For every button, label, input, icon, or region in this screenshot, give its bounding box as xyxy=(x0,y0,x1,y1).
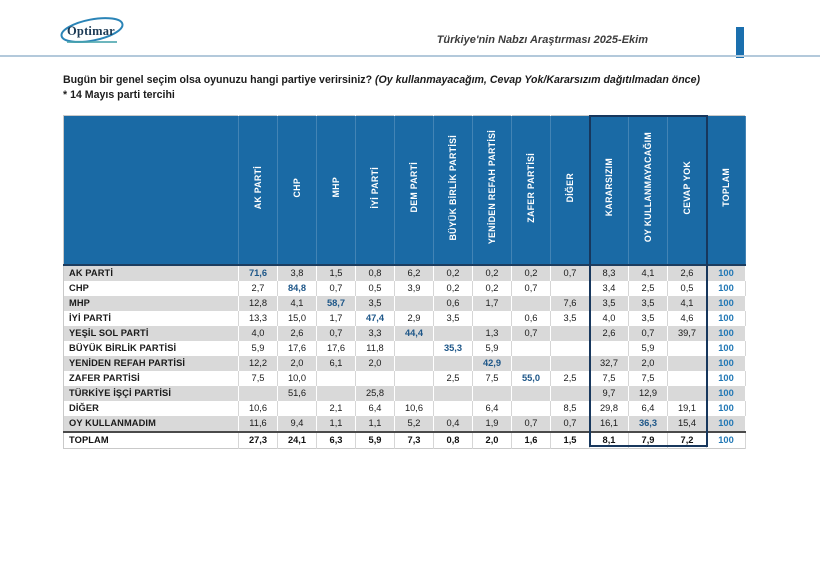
value-cell: 19,1 xyxy=(668,401,707,416)
column-header-label: OY KULLANMAYACAĞIM xyxy=(642,132,653,243)
column-header-label: TOPLAM xyxy=(720,168,731,207)
value-cell: 100 xyxy=(707,311,746,326)
column-header-label: CEVAP YOK xyxy=(681,160,692,215)
question-text: Bugün bir genel seçim olsa oyunuzu hangi partiye verirsiniz? xyxy=(63,74,373,86)
row-label: YEŞİL SOL PARTİ xyxy=(64,326,239,341)
value-cell xyxy=(434,356,473,371)
value-cell xyxy=(395,356,434,371)
value-cell: 6,2 xyxy=(395,265,434,281)
value-cell xyxy=(512,296,551,311)
optimar-logo xyxy=(57,14,129,52)
value-cell: 5,9 xyxy=(239,341,278,356)
value-cell: 100 xyxy=(707,341,746,356)
row-label: OY KULLANMADIM xyxy=(64,416,239,432)
value-cell: 2,6 xyxy=(278,326,317,341)
value-cell: 2,1 xyxy=(317,401,356,416)
value-cell: 2,0 xyxy=(473,432,512,449)
value-cell xyxy=(434,386,473,401)
value-cell: 100 xyxy=(707,265,746,281)
value-cell: 3,3 xyxy=(356,326,395,341)
value-cell: 3,5 xyxy=(629,296,668,311)
column-header xyxy=(551,116,590,266)
value-cell: 0,5 xyxy=(356,281,395,296)
value-cell: 4,1 xyxy=(668,296,707,311)
column-header xyxy=(356,116,395,266)
value-cell: 2,0 xyxy=(278,356,317,371)
value-cell: 0,4 xyxy=(434,416,473,432)
column-header xyxy=(590,116,629,266)
value-cell: 1,7 xyxy=(473,296,512,311)
value-cell: 6,4 xyxy=(629,401,668,416)
value-cell xyxy=(512,401,551,416)
table-row xyxy=(64,401,746,416)
table-row xyxy=(64,265,746,281)
value-cell xyxy=(512,386,551,401)
value-cell: 7,2 xyxy=(668,432,707,449)
value-cell: 4,0 xyxy=(590,311,629,326)
value-cell: 0,5 xyxy=(668,281,707,296)
value-cell: 8,3 xyxy=(590,265,629,281)
logo-subtitle-line xyxy=(67,41,117,43)
value-cell: 5,9 xyxy=(356,432,395,449)
column-header-label: KARARSIZIM xyxy=(603,158,614,217)
corner-cell xyxy=(64,116,239,266)
value-cell xyxy=(668,371,707,386)
value-cell: 8,5 xyxy=(551,401,590,416)
value-cell: 51,6 xyxy=(278,386,317,401)
value-cell: 7,3 xyxy=(395,432,434,449)
value-cell: 1,5 xyxy=(551,432,590,449)
value-cell: 0,6 xyxy=(434,296,473,311)
value-cell xyxy=(473,311,512,326)
value-cell: 100 xyxy=(707,386,746,401)
header-divider xyxy=(0,55,820,57)
value-cell: 0,2 xyxy=(473,265,512,281)
value-cell: 2,5 xyxy=(629,281,668,296)
column-header xyxy=(434,116,473,266)
value-cell: 7,5 xyxy=(629,371,668,386)
value-cell: 1,5 xyxy=(317,265,356,281)
column-header xyxy=(707,116,746,266)
value-cell: 12,2 xyxy=(239,356,278,371)
value-cell xyxy=(239,386,278,401)
column-header xyxy=(317,116,356,266)
table-row xyxy=(64,326,746,341)
value-cell: 100 xyxy=(707,432,746,449)
column-header-label: YENİDEN REFAH PARTİSİ xyxy=(486,130,497,245)
value-cell: 35,3 xyxy=(434,341,473,356)
value-cell: 100 xyxy=(707,356,746,371)
column-header-label: DİĞER xyxy=(564,172,575,203)
value-cell: 13,3 xyxy=(239,311,278,326)
table-row xyxy=(64,341,746,356)
value-cell: 0,7 xyxy=(551,416,590,432)
value-cell: 10,0 xyxy=(278,371,317,386)
value-cell: 10,6 xyxy=(239,401,278,416)
value-cell: 5,9 xyxy=(473,341,512,356)
value-cell: 1,1 xyxy=(317,416,356,432)
value-cell: 32,7 xyxy=(590,356,629,371)
value-cell: 100 xyxy=(707,371,746,386)
question-note: (Oy kullanmayacağım, Cevap Yok/Kararsızım dağıtılmadan önce) xyxy=(375,74,700,86)
table-row xyxy=(64,356,746,371)
value-cell: 17,6 xyxy=(278,341,317,356)
document-title: Türkiye'nin Nabzı Araştırması 2025-Ekim xyxy=(436,34,648,46)
table-row xyxy=(64,432,746,449)
value-cell: 16,1 xyxy=(590,416,629,432)
value-cell: 0,7 xyxy=(317,326,356,341)
value-cell: 100 xyxy=(707,416,746,432)
value-cell xyxy=(668,356,707,371)
value-cell xyxy=(434,401,473,416)
row-label: YENİDEN REFAH PARTİSİ xyxy=(64,356,239,371)
value-cell: 6,4 xyxy=(473,401,512,416)
value-cell: 2,9 xyxy=(395,311,434,326)
value-cell: 0,7 xyxy=(629,326,668,341)
value-cell xyxy=(551,386,590,401)
value-cell: 44,4 xyxy=(395,326,434,341)
value-cell xyxy=(278,401,317,416)
value-cell: 3,5 xyxy=(590,296,629,311)
value-cell: 0,8 xyxy=(434,432,473,449)
table-header-row xyxy=(64,116,746,266)
column-header xyxy=(395,116,434,266)
value-cell: 1,6 xyxy=(512,432,551,449)
table-row xyxy=(64,311,746,326)
table-row xyxy=(64,296,746,311)
row-label: DİĞER xyxy=(64,401,239,416)
value-cell: 71,6 xyxy=(239,265,278,281)
value-cell: 4,0 xyxy=(239,326,278,341)
value-cell: 84,8 xyxy=(278,281,317,296)
value-cell xyxy=(317,386,356,401)
value-cell: 5,9 xyxy=(629,341,668,356)
value-cell: 2,5 xyxy=(434,371,473,386)
column-header-label: BÜYÜK BİRLİK PARTİSİ xyxy=(447,134,458,241)
value-cell: 100 xyxy=(707,326,746,341)
value-cell: 1,3 xyxy=(473,326,512,341)
accent-bar xyxy=(736,27,744,58)
value-cell xyxy=(590,341,629,356)
value-cell: 6,1 xyxy=(317,356,356,371)
value-cell: 2,6 xyxy=(668,265,707,281)
row-label: AK PARTİ xyxy=(64,265,239,281)
value-cell: 7,5 xyxy=(239,371,278,386)
value-cell: 0,2 xyxy=(434,281,473,296)
value-cell: 12,8 xyxy=(239,296,278,311)
value-cell: 3,5 xyxy=(434,311,473,326)
value-cell xyxy=(512,341,551,356)
value-cell: 2,6 xyxy=(590,326,629,341)
value-cell xyxy=(551,356,590,371)
value-cell: 0,7 xyxy=(512,281,551,296)
value-cell xyxy=(473,386,512,401)
row-label: TÜRKİYE İŞÇİ PARTİSİ xyxy=(64,386,239,401)
value-cell: 1,7 xyxy=(317,311,356,326)
row-label: MHP xyxy=(64,296,239,311)
value-cell: 2,7 xyxy=(239,281,278,296)
column-header xyxy=(512,116,551,266)
question-block xyxy=(63,73,763,103)
value-cell: 27,3 xyxy=(239,432,278,449)
question-footnote: * 14 Mayıs parti tercihi xyxy=(63,89,175,102)
value-cell: 24,1 xyxy=(278,432,317,449)
value-cell: 25,8 xyxy=(356,386,395,401)
value-cell: 8,1 xyxy=(590,432,629,449)
value-cell: 11,6 xyxy=(239,416,278,432)
value-cell: 100 xyxy=(707,296,746,311)
value-cell xyxy=(512,356,551,371)
value-cell: 7,5 xyxy=(473,371,512,386)
column-header-label: İYİ PARTİ xyxy=(369,166,380,209)
value-cell: 2,0 xyxy=(629,356,668,371)
value-cell: 0,7 xyxy=(512,326,551,341)
value-cell xyxy=(551,341,590,356)
value-cell: 0,7 xyxy=(551,265,590,281)
value-cell xyxy=(668,386,707,401)
value-cell: 100 xyxy=(707,281,746,296)
value-cell xyxy=(395,386,434,401)
value-cell: 11,8 xyxy=(356,341,395,356)
value-cell: 7,5 xyxy=(590,371,629,386)
question-line xyxy=(63,73,763,87)
value-cell xyxy=(434,326,473,341)
value-cell xyxy=(551,281,590,296)
value-cell: 12,9 xyxy=(629,386,668,401)
value-cell: 17,6 xyxy=(317,341,356,356)
table-row xyxy=(64,416,746,432)
value-cell: 3,9 xyxy=(395,281,434,296)
crosstab-table xyxy=(63,115,747,449)
value-cell: 9,7 xyxy=(590,386,629,401)
column-header-label: MHP xyxy=(330,177,341,198)
value-cell xyxy=(395,341,434,356)
value-cell: 0,2 xyxy=(512,265,551,281)
value-cell: 29,8 xyxy=(590,401,629,416)
value-cell xyxy=(551,326,590,341)
value-cell: 0,8 xyxy=(356,265,395,281)
value-cell: 3,5 xyxy=(629,311,668,326)
value-cell: 4,1 xyxy=(629,265,668,281)
value-cell: 10,6 xyxy=(395,401,434,416)
value-cell: 2,0 xyxy=(356,356,395,371)
row-label: TOPLAM xyxy=(64,432,239,449)
column-header xyxy=(239,116,278,266)
table-row xyxy=(64,281,746,296)
value-cell xyxy=(317,371,356,386)
value-cell: 3,4 xyxy=(590,281,629,296)
table-row xyxy=(64,371,746,386)
value-cell: 7,6 xyxy=(551,296,590,311)
value-cell: 15,4 xyxy=(668,416,707,432)
column-header xyxy=(668,116,707,266)
value-cell: 4,6 xyxy=(668,311,707,326)
value-cell: 7,9 xyxy=(629,432,668,449)
value-cell: 0,2 xyxy=(473,281,512,296)
value-cell: 100 xyxy=(707,401,746,416)
value-cell: 3,5 xyxy=(551,311,590,326)
row-label: CHP xyxy=(64,281,239,296)
value-cell: 47,4 xyxy=(356,311,395,326)
value-cell: 0,7 xyxy=(512,416,551,432)
value-cell: 42,9 xyxy=(473,356,512,371)
value-cell xyxy=(395,296,434,311)
column-header-label: DEM PARTİ xyxy=(408,162,419,213)
value-cell: 3,8 xyxy=(278,265,317,281)
value-cell: 1,1 xyxy=(356,416,395,432)
value-cell: 55,0 xyxy=(512,371,551,386)
table-row xyxy=(64,386,746,401)
row-label: BÜYÜK BİRLİK PARTİSİ xyxy=(64,341,239,356)
row-label: İYİ PARTİ xyxy=(64,311,239,326)
column-header-label: CHP xyxy=(291,177,302,198)
value-cell: 0,6 xyxy=(512,311,551,326)
column-header-label: ZAFER PARTİSİ xyxy=(525,152,536,223)
value-cell: 58,7 xyxy=(317,296,356,311)
value-cell: 0,7 xyxy=(317,281,356,296)
value-cell xyxy=(668,341,707,356)
value-cell: 6,4 xyxy=(356,401,395,416)
value-cell xyxy=(356,371,395,386)
value-cell: 15,0 xyxy=(278,311,317,326)
logo-text: Optimar xyxy=(67,24,115,38)
party-preference-table xyxy=(63,115,746,449)
row-label: ZAFER PARTİSİ xyxy=(64,371,239,386)
column-header-label: AK PARTİ xyxy=(252,165,263,210)
column-header xyxy=(278,116,317,266)
value-cell: 36,3 xyxy=(629,416,668,432)
value-cell: 39,7 xyxy=(668,326,707,341)
value-cell: 5,2 xyxy=(395,416,434,432)
value-cell: 4,1 xyxy=(278,296,317,311)
value-cell: 1,9 xyxy=(473,416,512,432)
column-header xyxy=(473,116,512,266)
value-cell: 6,3 xyxy=(317,432,356,449)
value-cell: 0,2 xyxy=(434,265,473,281)
value-cell: 9,4 xyxy=(278,416,317,432)
value-cell xyxy=(395,371,434,386)
value-cell: 3,5 xyxy=(356,296,395,311)
column-header xyxy=(629,116,668,266)
value-cell: 2,5 xyxy=(551,371,590,386)
